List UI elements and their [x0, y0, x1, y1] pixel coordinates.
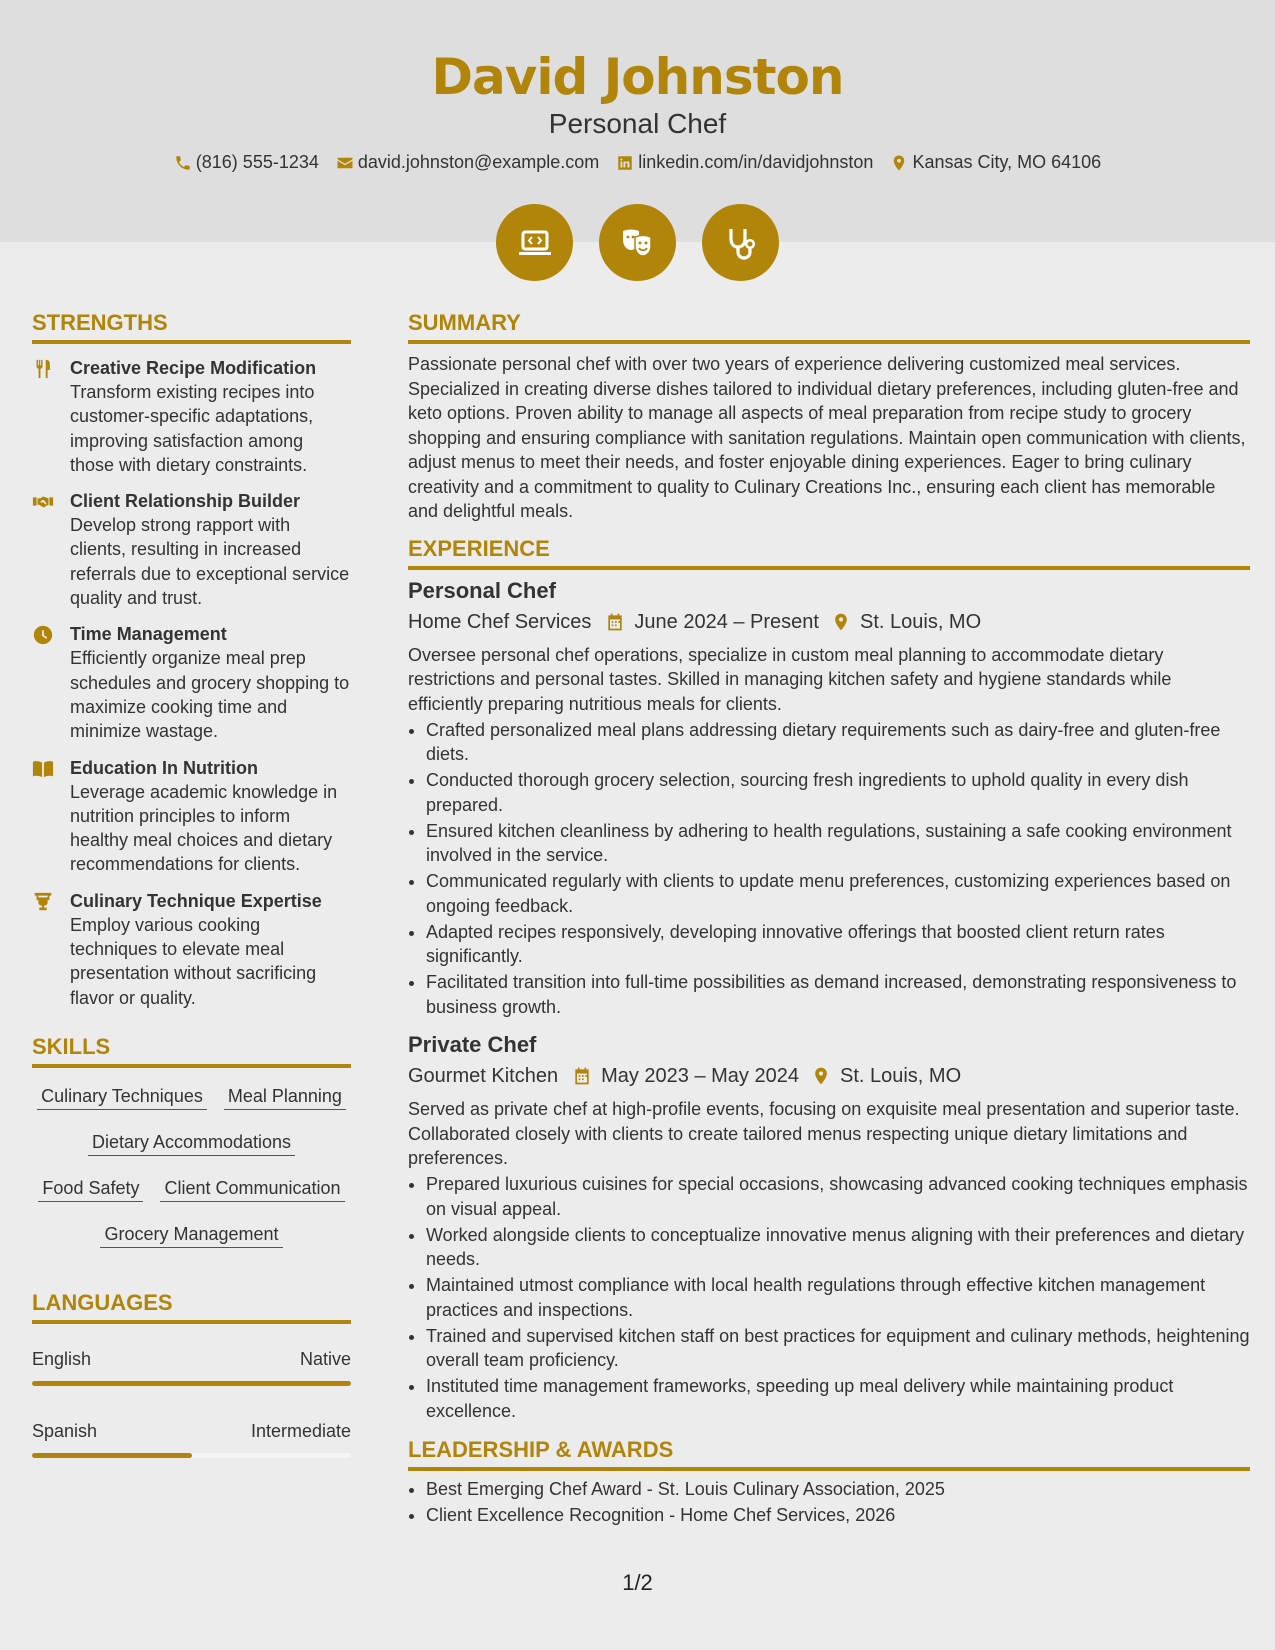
- strength-title: Client Relationship Builder: [70, 491, 301, 512]
- skill-tag: Meal Planning: [224, 1086, 346, 1110]
- language-item: [32, 1420, 351, 1458]
- job-bullet: • Maintained utmost compliance with local health regulations through effective kitchen management practices and inspections.: [426, 1273, 1250, 1322]
- strength-item: [32, 889, 351, 1010]
- linkedin-icon: [616, 154, 634, 172]
- job-entry: [408, 577, 1250, 1020]
- summary-text: Passionate personal chef with over two years of experience delivering customized meal services. Specialized in creating diverse dishes tailored to individual dietary preferences, including gluten-free and keto options. Proven ability to manage all aspects of meal preparation from recipe study to grocery shopping and ensuring compliance with sanitation regulations. Maintain open communication with clients, adjust menus to meet their needs, and foster enjoyable dining experiences. Eager to bring culinary creativity and a commitment to quality to Culinary Creations Inc., ensuring each client has memorable and delightful meals.: [408, 354, 1246, 521]
- language-proficiency-bar: [32, 1453, 351, 1458]
- handshake-icon: [32, 491, 54, 513]
- strength-desc: Leverage academic knowledge in nutrition principles to inform healthy meal choices and dietary recommendations for clients.: [70, 781, 338, 875]
- award-icon: [32, 891, 54, 913]
- strength-item: [32, 756, 351, 877]
- stethoscope-icon: [702, 204, 779, 281]
- job-description: Served as private chef at high-profile events, focusing on exquisite meal presentation and superior taste. Collaborated closely with clients to create tailored menus respecting unique dietary limitations and preferences.: [408, 1099, 1240, 1168]
- strength-item: [32, 356, 351, 477]
- experience-heading: EXPERIENCE: [408, 536, 1250, 570]
- job-company: Gourmet Kitchen: [408, 1065, 559, 1087]
- summary-heading: SUMMARY: [408, 310, 1250, 344]
- language-level: Native: [299, 1348, 351, 1369]
- language-name: English: [32, 1348, 92, 1369]
- contact-location: [890, 152, 1101, 173]
- interest-icons: [0, 204, 1275, 281]
- job-role: Private Chef: [408, 1032, 537, 1057]
- language-proficiency-fill: [32, 1453, 192, 1458]
- candidate-name: David Johnston: [431, 48, 844, 106]
- candidate-title: Personal Chef: [548, 108, 727, 139]
- award-item: • Client Excellence Recognition - Home Chef Services, 2026: [426, 1503, 1250, 1528]
- strength-title: Education In Nutrition: [70, 757, 258, 778]
- calendar-icon: [605, 612, 625, 632]
- skill-tag: Culinary Techniques: [37, 1086, 207, 1110]
- strength-desc: Transform existing recipes into customer-specific adaptations, improving satisfaction among those with dietary constraints.: [70, 382, 315, 475]
- job-bullet: • Trained and supervised kitchen staff on best practices for equipment and culinary methods, heightening overall team proficiency.: [426, 1324, 1250, 1373]
- left-column: [32, 310, 351, 1458]
- language-item: [32, 1348, 351, 1386]
- email-text: david.johnston@example.com: [357, 152, 600, 172]
- strength-item: [32, 489, 351, 610]
- strength-desc: Develop strong rapport with clients, resulting in increased referrals due to exceptional service quality and trust.: [70, 515, 350, 609]
- job-bullet: • Facilitated transition into full-time possibilities as demand increased, demonstrating responsiveness to business growth.: [426, 970, 1250, 1019]
- contact-bar: [0, 152, 1275, 173]
- strength-desc: Employ various cooking techniques to elevate meal presentation without sacrificing flavor or quality.: [70, 914, 317, 1008]
- job-bullet: • Instituted time management frameworks, speeding up meal delivery while maintaining product excellence.: [426, 1374, 1250, 1423]
- calendar-icon: [572, 1066, 592, 1086]
- strength-title: Culinary Technique Expertise: [70, 890, 322, 911]
- theater-masks-icon: [599, 204, 676, 281]
- job-bullet: • Adapted recipes responsively, developing innovative offerings that boosted client return rates significantly.: [426, 920, 1250, 969]
- job-bullet: • Worked alongside clients to conceptualize innovative menus aligning with their preferences and dietary needs.: [426, 1223, 1250, 1272]
- job-bullet: • Conducted thorough grocery selection, sourcing fresh ingredients to uphold quality in every dish prepared.: [426, 768, 1250, 817]
- language-level: Intermediate: [250, 1420, 351, 1441]
- job-location: St. Louis, MO: [860, 610, 982, 633]
- strengths-list: [32, 356, 351, 1010]
- job-dates: May 2023 – May 2024: [601, 1065, 799, 1087]
- strength-title: Time Management: [70, 624, 227, 645]
- skill-tag: Food Safety: [38, 1178, 143, 1202]
- clock-icon: [32, 624, 54, 646]
- job-meta: [408, 1063, 1250, 1089]
- contact-phone[interactable]: [174, 152, 319, 173]
- job-bullet: • Crafted personalized meal plans addressing dietary requirements such as dairy-free and gluten-free diets.: [426, 718, 1250, 767]
- skills-heading: SKILLS: [32, 1034, 351, 1068]
- job-description: Oversee personal chef operations, specialize in custom meal planning to accommodate dietary restrictions and personal tastes. Skilled in managing kitchen safety and hygiene standards while efficiently preparing nutritious meals for clients.: [408, 644, 1172, 714]
- location-pin-icon: [811, 1066, 831, 1086]
- strength-item: [32, 622, 351, 743]
- linkedin-text: linkedin.com/in/davidjohnston: [638, 152, 874, 172]
- awards-list: [426, 1477, 1250, 1528]
- page-number: 1/2: [622, 1570, 653, 1595]
- contact-email[interactable]: [336, 152, 599, 173]
- phone-text: (816) 555-1234: [195, 152, 319, 172]
- job-bullet: • Communicated regularly with clients to update menu preferences, customizing experiences based on ongoing feedback.: [426, 869, 1250, 918]
- job-location: St. Louis, MO: [839, 1065, 962, 1087]
- job-role: Personal Chef: [408, 577, 556, 603]
- language-proficiency-bar: [32, 1381, 351, 1386]
- contact-linkedin[interactable]: [616, 152, 873, 173]
- strength-desc: Efficiently organize meal prep schedules and grocery shopping to maximize cooking time and minimize wastage.: [70, 648, 350, 742]
- right-column: [408, 310, 1250, 1528]
- laptop-code-icon: [496, 204, 573, 281]
- award-item: • Best Emerging Chef Award - St. Louis Culinary Association, 2025: [426, 1477, 1250, 1502]
- languages-heading: LANGUAGES: [32, 1290, 351, 1324]
- job-bullets: [426, 1172, 1250, 1423]
- skill-tag: Grocery Management: [100, 1224, 282, 1248]
- utensils-icon: [32, 358, 54, 380]
- awards-heading: LEADERSHIP & AWARDS: [408, 1437, 1250, 1471]
- job-meta: [408, 609, 1250, 635]
- job-dates: June 2024 – Present: [634, 610, 819, 633]
- phone-icon: [174, 154, 192, 172]
- book-icon: [32, 758, 54, 780]
- language-name: Spanish: [32, 1420, 98, 1441]
- job-bullet: • Prepared luxurious cuisines for special occasions, showcasing advanced cooking techniques emphasis on visual appeal.: [426, 1172, 1250, 1221]
- location-text: Kansas City, MO 64106: [912, 152, 1102, 172]
- location-pin-icon: [890, 154, 908, 172]
- strength-title: Creative Recipe Modification: [70, 358, 317, 378]
- location-pin-icon: [831, 612, 851, 632]
- skill-tag: Client Communication: [160, 1178, 344, 1202]
- skill-tag: Dietary Accommodations: [88, 1132, 295, 1156]
- language-proficiency-fill: [32, 1381, 351, 1386]
- job-bullet: • Ensured kitchen cleanliness by adhering to health regulations, sustaining a safe cooking environment involved in the service.: [426, 819, 1250, 868]
- strengths-heading: STRENGTHS: [32, 310, 351, 344]
- envelope-icon: [336, 154, 354, 172]
- skills-list: [32, 1086, 351, 1248]
- job-company: Home Chef Services: [408, 610, 592, 633]
- job-bullets: [426, 718, 1250, 1020]
- job-entry: [408, 1031, 1250, 1423]
